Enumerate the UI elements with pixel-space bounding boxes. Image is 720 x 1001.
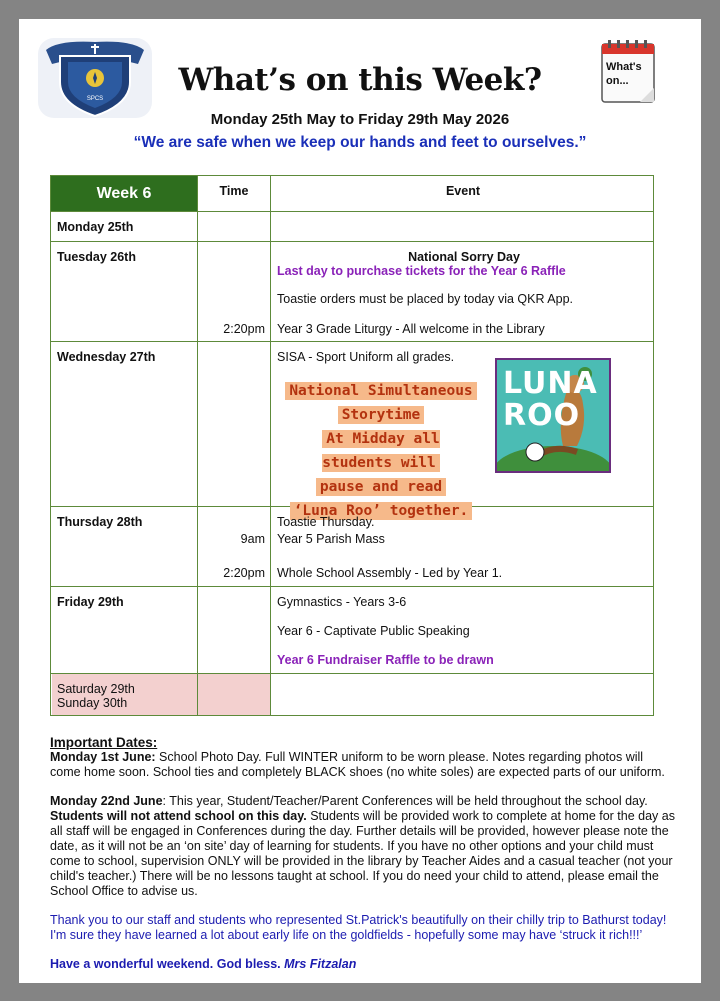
luna-roo-book-cover [495, 358, 611, 473]
day-sunday: Sunday 30th [57, 696, 128, 710]
event-year3-liturgy: Year 3 Grade Liturgy - All welcome in the Library [277, 322, 545, 336]
event-public-speaking: Year 6 - Captivate Public Speaking [277, 624, 470, 638]
day-thursday: Thursday 28th [57, 515, 143, 529]
note-conferences [50, 794, 676, 899]
page-title: What’s on this Week? [178, 62, 542, 98]
signoff [50, 957, 676, 972]
calendar-label: What's on... [606, 61, 642, 87]
note-photo-day [50, 750, 676, 780]
school-motto: “We are safe when we keep our hands and feet to ourselves.” [133, 134, 587, 151]
signer-name: Mrs Fitzalan [284, 957, 357, 971]
book-title-line: LUNA [503, 366, 598, 401]
event-toastie-orders: Toastie orders must be placed by today via QKR App. [277, 292, 573, 306]
weekend-time-cell [198, 673, 270, 715]
storytime-line: At Midday all students will [322, 431, 440, 471]
event-national-sorry-day: National Sorry Day [408, 250, 520, 264]
schedule-table [50, 175, 654, 716]
day-wednesday: Wednesday 27th [57, 350, 156, 364]
event-raffle-drawn: Year 6 Fundraiser Raffle to be drawn [277, 653, 494, 667]
event-gymnastics: Gymnastics - Years 3-6 [277, 595, 407, 609]
storytime-notice [283, 379, 479, 523]
time-assembly: 2:20pm [223, 566, 265, 580]
storytime-line: ‘Luna Roo’ together. [290, 502, 473, 520]
day-friday: Friday 29th [57, 595, 124, 609]
note-conferences-bold: Students will not attend school on this day. [50, 809, 307, 823]
event-sisa-sport: SISA - Sport Uniform all grades. [277, 350, 455, 364]
event-school-assembly: Whole School Assembly - Led by Year 1. [277, 566, 503, 580]
important-dates-heading: Important Dates: [50, 735, 158, 750]
day-saturday: Saturday 29th [57, 682, 135, 696]
book-title-line: ROO [503, 398, 581, 433]
time-tuesday-liturgy: 2:20pm [223, 322, 265, 336]
day-monday: Monday 25th [57, 220, 134, 234]
calendar-icon [600, 38, 658, 104]
crest-text: SPCS [86, 96, 104, 102]
note-conferences-rest: Students will be provided work to complete at home for the day as all staff will be engaged in Conferences during the day. Further details will be provided, however please note the date, as it will not be an ‘on site’ day of learning for students. If you have no other options and your child must come to school, supervision ONLY will be provided in the library by Teacher Aides and a casual teacher (not your child's teacher.) There will be no lessons taught at school. If you do need your child to attend, please email the School Office to advise us. [50, 809, 675, 898]
storytime-line: Storytime [338, 406, 425, 424]
day-tuesday: Tuesday 26th [57, 250, 136, 264]
week-label: Week 6 [51, 176, 197, 211]
note-conferences-label: Monday 22nd June [50, 794, 163, 808]
event-column-header: Event [445, 184, 481, 198]
school-crest-logo [38, 38, 152, 118]
event-raffle-tickets: Last day to purchase tickets for the Year 6 Raffle [277, 264, 566, 278]
note-conferences-text: : This year, Student/Teacher/Parent Conferences will be held throughout the school day. [162, 794, 648, 808]
weekend-days [57, 682, 135, 710]
time-parish-mass: 9am [240, 532, 265, 546]
note-photo-day-text: School Photo Day. Full WINTER uniform to be worn please. Notes regarding photos will come home soon. School ties and completely BLACK shoes (no white soles) are expected parts of our uniform. [50, 750, 665, 779]
storytime-line: National Simultaneous [285, 382, 476, 400]
time-column-header: Time [219, 184, 249, 198]
important-dates-section [50, 735, 676, 986]
event-parish-mass: Year 5 Parish Mass [277, 532, 385, 546]
thank-you-note: Thank you to our staff and students who represented St.Patrick's beautifully on their chilly trip to Bathurst today! I'm sure they have learned a lot about early life on the goldfields - hopefully some may have ‘struck it rich!!!’ [50, 913, 667, 942]
signoff-text: Have a wonderful weekend. God bless. [50, 957, 285, 971]
storytime-line: pause and read [316, 478, 446, 496]
event-toastie-thursday: Toastie Thursday. [277, 515, 375, 529]
date-range: Monday 25th May to Friday 29th May 2026 [210, 111, 510, 128]
note-photo-day-label: Monday 1st June: [50, 750, 156, 764]
